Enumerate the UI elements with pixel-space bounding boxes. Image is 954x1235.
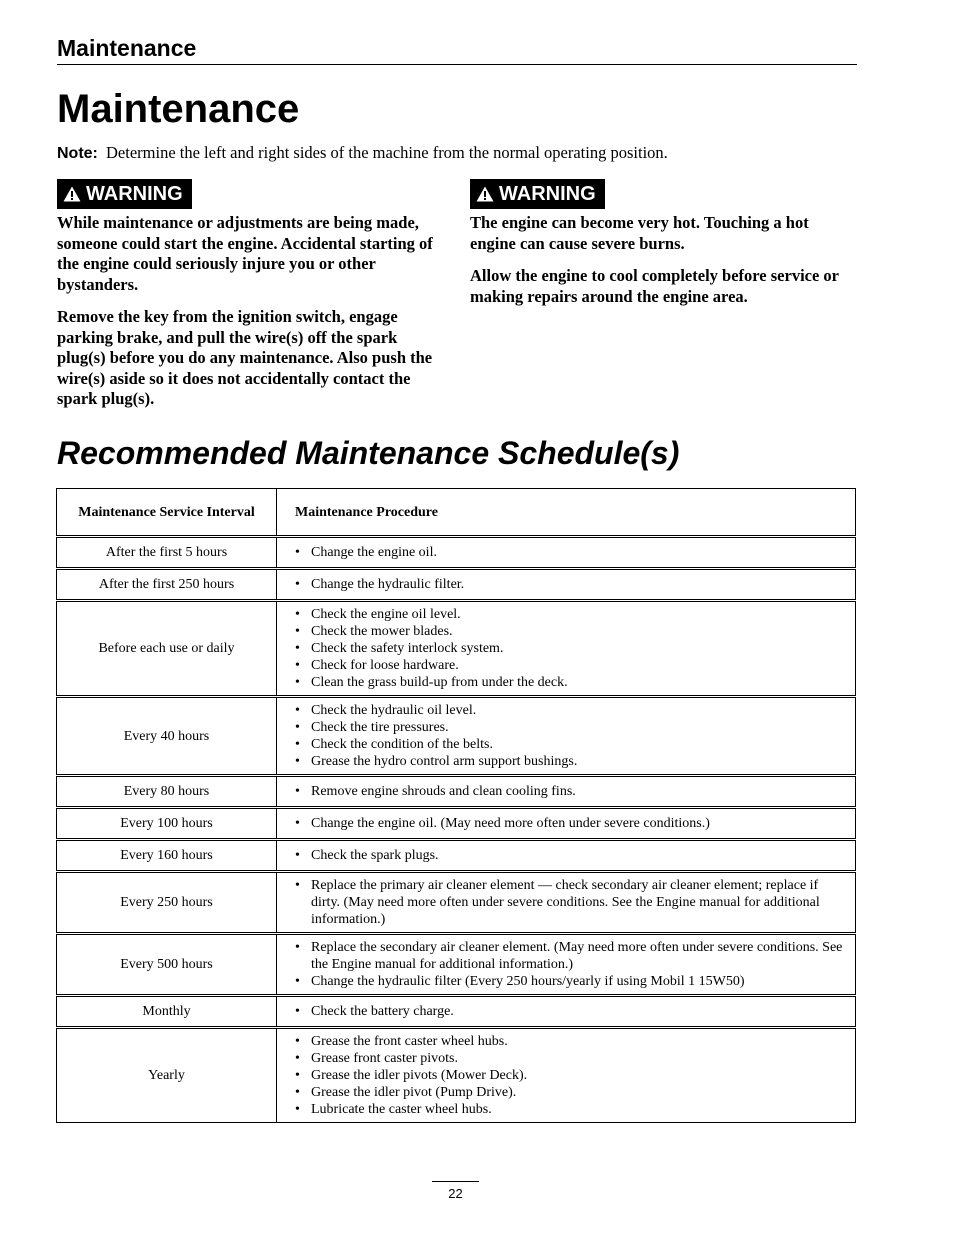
table-row xyxy=(57,601,856,697)
column-header-procedure: Maintenance Procedure xyxy=(277,489,856,537)
interval-cell: Every 500 hours xyxy=(57,934,277,996)
procedure-item: • Change the hydraulic filter. xyxy=(295,576,845,593)
procedure-list xyxy=(295,847,845,864)
running-head: Maintenance xyxy=(57,34,857,65)
procedure-item: • Replace the primary air cleaner element — check secondary air cleaner element; replace if dirty. (May need more often under severe conditions. See the Engine manual for additional information.) xyxy=(295,877,845,928)
procedure-item: • Remove engine shrouds and clean cooling fins. xyxy=(295,783,845,800)
procedure-list xyxy=(295,544,845,561)
procedure-item: • Change the hydraulic filter (Every 250 hours/yearly if using Mobil 1 15W50) xyxy=(295,973,845,990)
procedure-item: • Check the engine oil level. xyxy=(295,606,845,623)
procedure-item: • Grease the front caster wheel hubs. xyxy=(295,1033,845,1050)
procedure-item: • Grease front caster pivots. xyxy=(295,1050,845,1067)
procedure-item: • Lubricate the caster wheel hubs. xyxy=(295,1101,845,1118)
procedure-list xyxy=(295,606,845,691)
page-number: 22 xyxy=(432,1181,479,1202)
procedure-cell xyxy=(277,601,856,697)
procedure-item: • Change the engine oil. (May need more often under severe conditions.) xyxy=(295,815,845,832)
procedure-cell xyxy=(277,934,856,996)
interval-cell: Every 250 hours xyxy=(57,872,277,934)
table-row xyxy=(57,808,856,840)
procedure-cell xyxy=(277,776,856,808)
interval-cell: Yearly xyxy=(57,1028,277,1123)
procedure-item: • Grease the hydro control arm support bushings. xyxy=(295,753,845,770)
procedure-list xyxy=(295,576,845,593)
procedure-list xyxy=(295,1033,845,1118)
procedure-list xyxy=(295,815,845,832)
interval-cell: Every 40 hours xyxy=(57,697,277,776)
page-title: Maintenance xyxy=(57,87,300,131)
procedure-cell xyxy=(277,840,856,872)
table-row xyxy=(57,996,856,1028)
warning-triangle-icon xyxy=(63,186,81,202)
procedure-item: • Replace the secondary air cleaner element. (May need more often under severe conditions. See the Engine manual for additional information.) xyxy=(295,939,845,973)
maintenance-schedule-table xyxy=(56,488,856,1123)
warning-block-startup xyxy=(57,179,443,422)
table-row xyxy=(57,776,856,808)
procedure-item: • Grease the idler pivots (Mower Deck). xyxy=(295,1067,845,1084)
procedure-cell xyxy=(277,872,856,934)
procedure-item: • Check the tire pressures. xyxy=(295,719,845,736)
procedure-cell xyxy=(277,537,856,569)
table-row xyxy=(57,569,856,601)
procedure-cell xyxy=(277,569,856,601)
interval-cell: Before each use or daily xyxy=(57,601,277,697)
note-label: Note: xyxy=(57,145,98,162)
warning-block-hot-engine xyxy=(470,179,858,319)
procedure-cell xyxy=(277,1028,856,1123)
procedure-item: • Check the condition of the belts. xyxy=(295,736,845,753)
warning-badge xyxy=(57,179,192,209)
table-row xyxy=(57,1028,856,1123)
interval-cell: After the first 5 hours xyxy=(57,537,277,569)
interval-cell: Every 100 hours xyxy=(57,808,277,840)
table-row xyxy=(57,697,856,776)
procedure-list xyxy=(295,702,845,770)
procedure-cell xyxy=(277,996,856,1028)
interval-cell: After the first 250 hours xyxy=(57,569,277,601)
warning-paragraph: Allow the engine to cool completely before service or making repairs around the engine area. xyxy=(470,266,839,306)
procedure-list xyxy=(295,939,845,990)
procedure-cell xyxy=(277,808,856,840)
procedure-list xyxy=(295,783,845,800)
warning-badge xyxy=(470,179,605,209)
procedure-item: • Check for loose hardware. xyxy=(295,657,845,674)
table-row xyxy=(57,872,856,934)
table-header-row xyxy=(57,489,856,537)
procedure-list xyxy=(295,877,845,928)
procedure-item: • Clean the grass build-up from under the deck. xyxy=(295,674,845,691)
procedure-item: • Check the spark plugs. xyxy=(295,847,845,864)
procedure-item: • Check the safety interlock system. xyxy=(295,640,845,657)
procedure-item: • Check the battery charge. xyxy=(295,1003,845,1020)
warning-paragraph: The engine can become very hot. Touching a hot engine can cause severe burns. xyxy=(470,213,809,253)
warning-label: WARNING xyxy=(86,182,183,205)
warning-paragraph: While maintenance or adjustments are being made, someone could start the engine. Accidental starting of the engine could seriously injure you or other bystanders. xyxy=(57,213,433,294)
procedure-item: • Grease the idler pivot (Pump Drive). xyxy=(295,1084,845,1101)
table-row xyxy=(57,840,856,872)
interval-cell: Every 80 hours xyxy=(57,776,277,808)
interval-cell: Monthly xyxy=(57,996,277,1028)
procedure-item: • Check the mower blades. xyxy=(295,623,845,640)
note-text: Determine the left and right sides of the machine from the normal operating position. xyxy=(106,143,668,162)
procedure-item: • Change the engine oil. xyxy=(295,544,845,561)
procedure-list xyxy=(295,1003,845,1020)
note xyxy=(57,142,857,165)
table-row xyxy=(57,537,856,569)
column-header-interval: Maintenance Service Interval xyxy=(57,489,277,537)
procedure-cell xyxy=(277,697,856,776)
schedule-title: Recommended Maintenance Schedule(s) xyxy=(57,435,680,471)
table-row xyxy=(57,934,856,996)
warning-triangle-icon xyxy=(476,186,494,202)
interval-cell: Every 160 hours xyxy=(57,840,277,872)
warning-paragraph: Remove the key from the ignition switch, engage parking brake, and pull the wire(s) off the spark plug(s) before you do any maintenance. Also push the wire(s) aside so it does not accidentally contact the spark plug(s). xyxy=(57,307,433,408)
procedure-item: • Check the hydraulic oil level. xyxy=(295,702,845,719)
warning-label: WARNING xyxy=(499,182,596,205)
